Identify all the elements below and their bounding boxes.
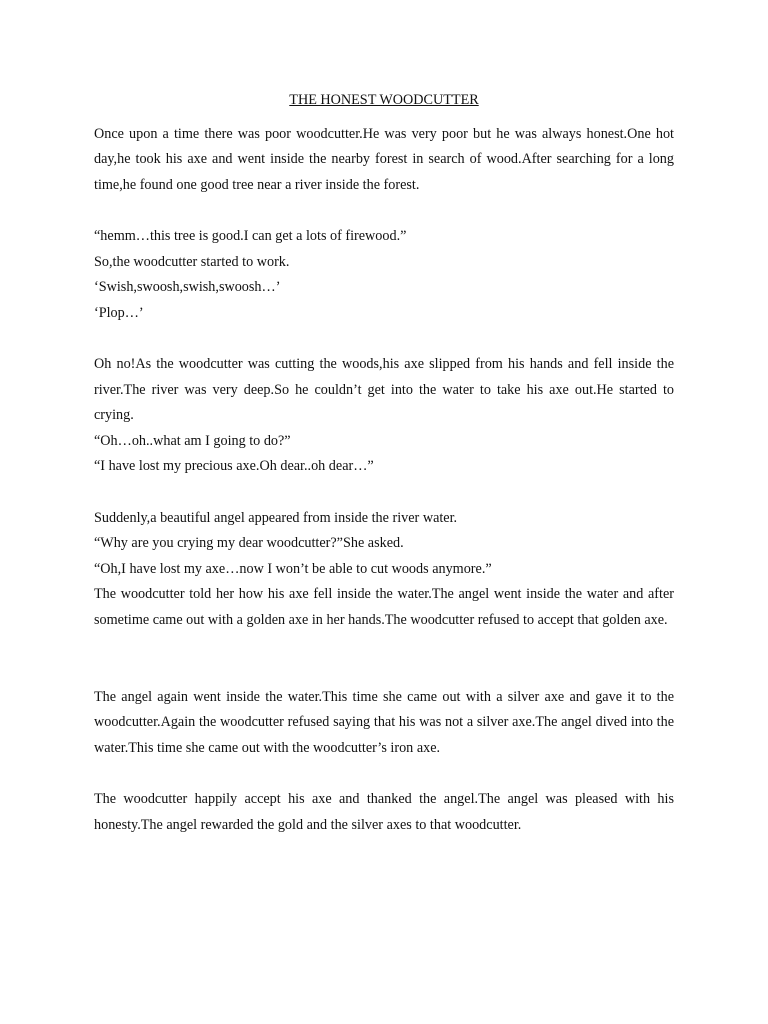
paragraph-gap	[94, 480, 674, 506]
document-title: THE HONEST WOODCUTTER	[289, 92, 479, 108]
paragraph-gap	[94, 633, 674, 684]
paragraph-gap	[94, 326, 674, 352]
dialogue-line: “Why are you crying my dear woodcutter?”She asked.	[94, 535, 404, 552]
paragraph-5: The woodcutter happily accept his axe and thanked the angel.The angel was pleased with his honesty.The angel rewarded the gold and the silver axes to that woodcutter.	[94, 791, 674, 833]
narration-line: So,the woodcutter started to work.	[94, 253, 290, 270]
paragraph-1: Once upon a time there was poor woodcutter.He was very poor but he was always honest.One hot day,he took his axe and went inside the nearby forest in search of wood.After searching for a long time,he found one good tree near a river inside the forest.	[94, 125, 674, 193]
dialogue-line: “Oh…oh..what am I going to do?”	[94, 432, 291, 449]
paragraph-gap	[94, 761, 674, 787]
sound-line: ‘Plop…’	[94, 304, 144, 321]
narration-line: Suddenly,a beautiful angel appeared from inside the river water.	[94, 509, 458, 526]
dialogue-line: “hemm…this tree is good.I can get a lots of firewood.”	[94, 227, 407, 244]
sound-line: ‘Swish,swoosh,swish,swoosh…’	[94, 279, 281, 296]
paragraph-3: The woodcutter told her how his axe fell inside the water.The angel went inside the water and after sometime came out with a golden axe in her hands.The woodcutter refused to accept that golden axe.	[94, 586, 674, 628]
document-page	[94, 88, 674, 838]
paragraph-gap	[94, 198, 674, 224]
paragraph-4: The angel again went inside the water.This time she came out with a silver axe and gave it to the woodcutter.Again the woodcutter refused saying that his was not a silver axe.The angel dived into the water.This time she came out with the woodcutter’s iron axe.	[94, 688, 674, 756]
paragraph-2: Oh no!As the woodcutter was cutting the woods,his axe slipped from his hands and fell inside the river.The river was very deep.So he couldn’t get into the water to take his axe out.He started to crying.	[94, 355, 674, 424]
dialogue-line: “Oh,I have lost my axe…now I won’t be able to cut woods anymore.”	[94, 560, 492, 577]
dialogue-line: “I have lost my precious axe.Oh dear..oh dear…”	[94, 458, 374, 475]
